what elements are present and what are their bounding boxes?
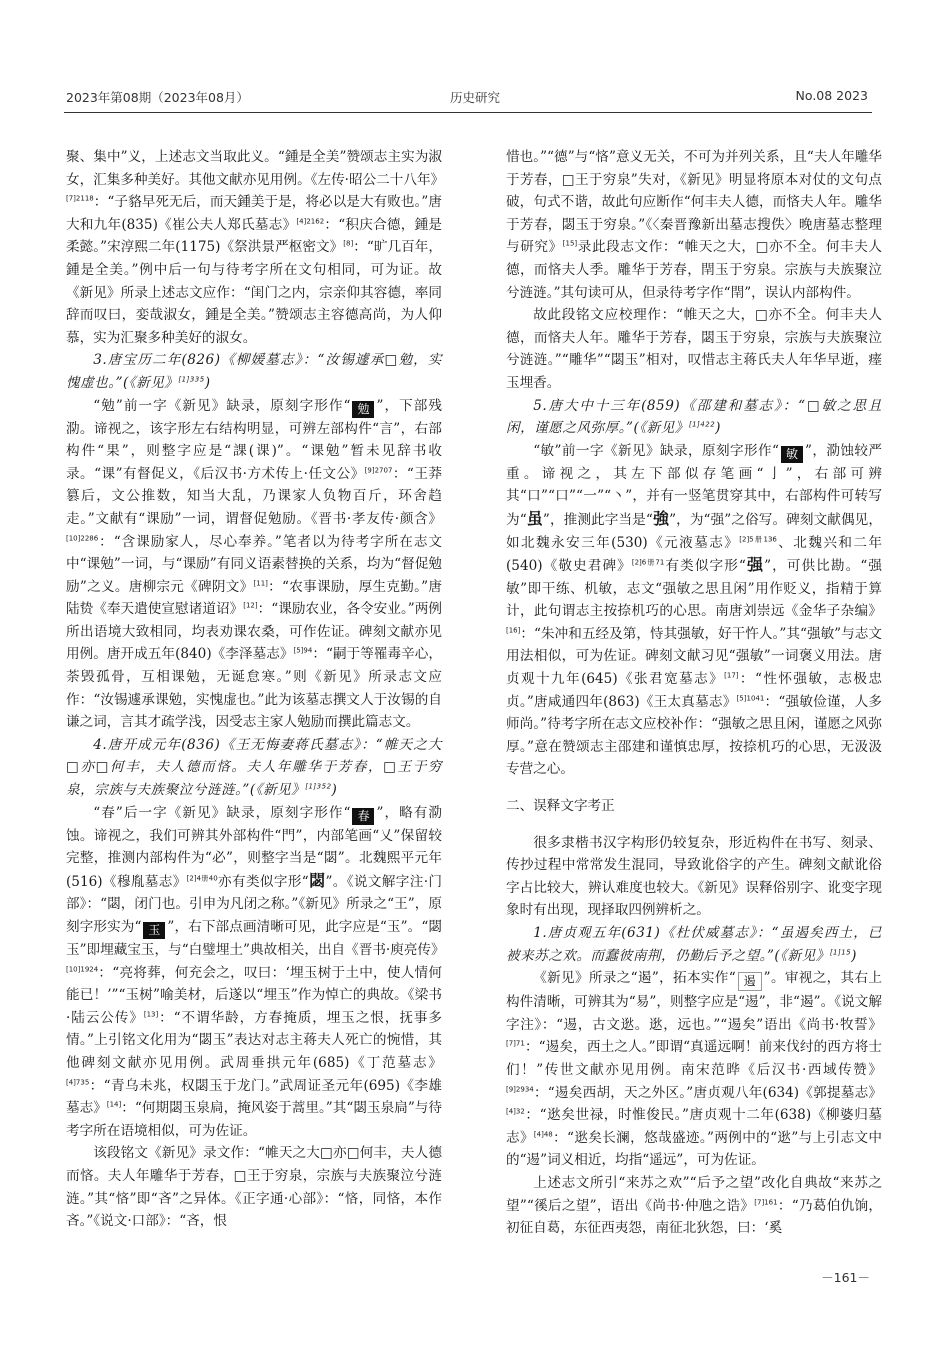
paragraph — [66, 395, 442, 734]
text: ：“不谓华龄，方春掩质，埋玉之恨，抚事多情。”上引铭文化用为“閟玉”表达对志主蒋夫人死亡的惋惜，其他碑刻文献亦见用例。武周垂拱元年(685)《丁范墓志》 — [66, 1009, 442, 1071]
right-column — [506, 146, 882, 1240]
citation: [2]5册136 — [739, 534, 777, 543]
citation: [7]161 — [754, 1198, 778, 1206]
paragraph — [506, 440, 882, 781]
paragraph — [506, 395, 882, 440]
text: ) — [851, 947, 857, 964]
journal-title: 历史研究 — [449, 90, 500, 105]
variant-glyph: 强 — [745, 555, 765, 575]
paragraph — [506, 304, 882, 394]
paragraph — [506, 832, 882, 922]
text: 、北魏兴和二年(540)《敬史君碑》 — [506, 534, 883, 575]
text: ：“乃葛伯仇饷，初征自葛，东征西夷怨，南征北狄怨，曰：‘奚 — [506, 1197, 883, 1237]
text: ”，右下部点画清晰可见，此字应是“玉”。“閟玉”即埋藏宝玉，与“白璧埋土”典故相关，出自《晋书·庾亮传》 — [66, 919, 445, 958]
text: ：“何期閟玉泉扃，掩风姿于蒿里。”其“閟玉泉扃”与待考字所在语境相似，可为佐证。 — [66, 1100, 443, 1139]
text: 1.唐贞观五年(631)《杜伏威墓志》：“虽遏矣西土，已被来苏之欢。而蠢彼南荆，仍勤后予之望。”(《新见》 — [506, 925, 882, 964]
text: 录此段志文作：“帷天之大，□亦不全。何丰夫人德，而悋夫人季。雕华于芳春，閈玉于穷泉。宗族与夫族聚泣兮涟涟。”其句读可从，但录待考字作“閈”，误认内部构件。 — [506, 239, 883, 301]
citation: [15] — [562, 239, 578, 248]
text: 该段铭文《新见》录文作：“帷天之大□亦□何丰，夫人德而悋。夫人年雕华于芳春，□王于穷泉，宗族与夫族聚泣兮涟涟。”其“悋”即“吝”之异体。《正字通·心部》：“悋，同悋，本作吝。”《说文·口部》：“吝，恨 — [66, 1145, 442, 1230]
text: ：“含课励家人，尽心奉养。”笔者以为待考字所在志文中“课勉”一词，与“课励”有同义语素替换的关系，均为“督促勉励”之义。唐柳宗元《碑阴文》 — [66, 533, 442, 595]
citation: [1]15 — [829, 948, 852, 957]
rubbing-glyph-image: 勉 — [352, 401, 374, 418]
rubbing-glyph-image: 春 — [352, 808, 374, 825]
text: ：“青乌未兆，权閟玉于龙门。”武周证圣元年(695)《李雄墓志》 — [66, 1077, 442, 1117]
text: “敏”前一字《新见》缺录，原刻字形作“ — [533, 442, 779, 459]
rubbing-glyph-image: 敏 — [781, 446, 803, 463]
citation: [7]2118 — [66, 194, 94, 203]
text: ”，为“强”之俗写。碑刻文献偶见，如北魏永安三年(530)《元液墓志》 — [506, 511, 882, 551]
journal-number: No.08 2023 — [795, 88, 868, 103]
text: ”。审视之，其右上构件清晰，可辨其为“易”，则整字应是“逷”，非“遏”。《说文解字注》：“逷，古文逖。逖，远也。”“逷矣”语出《尚书·牧誓》 — [506, 970, 882, 1033]
text: ：“强敏俭谨，人多师尚。”待考字所在志文应校补作：“强敏之思且闲，谨愿之风弥厚。”意在赞颂志主邵建和谨慎忠厚，按捺机巧的心思，无汲汲专营之心。 — [506, 693, 883, 778]
page-number: －161－ — [821, 1270, 870, 1285]
citation: [5]94 — [293, 646, 313, 655]
text: ”，可供比勘。“强敏”即干练、机敏，志文“强敏之思且闲”用作贬义，指精于算计，此句谓志主按捺机巧的心思。南唐刘崇远《金华子杂编》 — [506, 558, 882, 620]
citation: [2]6册71 — [631, 558, 665, 567]
citation: [1]335 — [178, 375, 205, 384]
text: ”，下部残泐。谛视之，该字形左右结构明显，可辨左部构件“言”，右部构件“果”，则整字应是“課(课)”。“课勉”暂未见辞书收录。“课”有督促义，《后汉书·方术传上·任文公》 — [66, 397, 442, 482]
text: “勉”前一字《新见》缺录，原刻字形作“ — [93, 397, 351, 414]
text: 有类似字形“ — [664, 558, 746, 575]
citation: [12] — [243, 601, 258, 610]
text: ：“朱冲和五经及第，恃其强敏，好干忤人。”其“强敏”与志文用法相似，可为佐证。碑刻文献习见“强敏”一词褒义用法。唐贞观十九年(645)《张君宽墓志》 — [506, 625, 882, 688]
paragraph — [506, 1172, 882, 1240]
text: 3.唐宝历二年(826)《柳媛墓志》：“汝锡遽承□勉，实愧虚也。”(《新见》 — [66, 352, 442, 391]
text: ：“嗣于等罹毒辛心，荼毁孤骨，互相课勉，无诞怠寒。”则《新见》所录志文应作：“汝锡遽承课勉，实愧虚也。”此为该墓志撰文人于汝锡的自谦之词，言其才疏学浅，因受志主家人勉励而撰此篇志文。 — [66, 646, 442, 731]
text: 5.唐大中十三年(859)《邵建和墓志》：“□敏之思且闲，谨愿之风弥厚。”(《新见》 — [506, 397, 882, 437]
text: ：“逖矣长澜，悠哉盛迹。”两例中的“逖”与上引志文中的“逷”词义相近，均指“遥远”，可为佐证。 — [506, 1129, 883, 1169]
citation: [11] — [253, 579, 268, 588]
text: ”。《说文解字注·门部》：“閟，闭门也。引申为凡闭之称。”《新见》所录之“王”，原刻字形实为“ — [66, 873, 442, 935]
text: 很多隶楷书汉字构形仍较复杂，形近构件在书写、刻录、传抄过程中常常发生混同，导致讹俗字的产生。碑刻文献讹俗字占比较大，辨认难度也较大。《新见》误释俗别字、讹变字现象时有出现，现择取四例辨析之。 — [506, 834, 882, 919]
text: ：“旷几百年，鍾是全美。”例中后一句与待考字所在文句相同，可为证。故《新见》所录上述志文应作：“闺门之内，宗亲仰其容德，率同辞而叹曰，娈哉淑女，鍾是全美。”赞颂志主容德高尚，为人仰慕，实为汇聚多种美好的淑女。 — [66, 239, 442, 346]
text: ：“课励农业，各令安业。”两例所出语境大致相同，均表劝课农桑，可作佐证。碑刻文献亦见用例。唐开成五年(840)《李泽墓志》 — [66, 601, 442, 663]
text: ：“逷矣，西土之人。”即谓“真遥远啊！前来伐纣的西方将士们！”传世文献亦见用例。南宋范晔《后汉书·西域传赞》 — [506, 1039, 882, 1078]
paragraph — [66, 146, 445, 349]
header-rule — [64, 112, 872, 113]
citation: [10]1924 — [66, 965, 99, 974]
citation: [4]2162 — [296, 217, 325, 226]
citation: [5]1041 — [736, 694, 765, 703]
rubbing-glyph-image: 遏 — [738, 972, 762, 991]
text: ：“王莽篡后，文公推数，知当大乱，乃课家人负物百斤，环舍趋走。”文献有“课励”一词，谓督促勉励。《晋书·孝友传·颜含》 — [66, 465, 442, 527]
citation: [16] — [506, 626, 521, 635]
variant-glyph: 閟 — [308, 870, 326, 890]
citation: [4]32 — [506, 1107, 525, 1116]
paragraph — [66, 1142, 442, 1232]
text: 惜也。”“德”与“悋”意义无关，不可为并列关系，且“夫人年雕华于芳春，□王于穷泉”失对，《新见》明显将原本对仗的文句点破，句式不谐，故此句应断作“何丰夫人德，而悋夫人年。雕华于芳春，閟玉于穷泉。”《〈秦晋豫新出墓志搜佚〉晚唐墓志整理与研究》 — [506, 149, 882, 256]
citation: [2]4册40 — [186, 874, 218, 883]
text: 亦有类似字形“ — [217, 873, 309, 890]
paragraph — [66, 349, 442, 394]
text: 4.唐开成元年(836)《王无悔妻蒋氏墓志》：“帷天之大□亦□何丰，夫人德而悋。夫人年雕华于芳春，□王于穷泉，宗族与夫族聚泣兮涟涟。”(《新见》 — [66, 736, 442, 799]
text: ：“子貉早死无后，而天鍾美于是，将必以是大有败也。”唐大和九年(835)《崔公夫人郑氏墓志》 — [66, 194, 442, 233]
citation: [4]48 — [533, 1130, 553, 1139]
citation: [9]2934 — [506, 1085, 534, 1094]
left-column — [66, 146, 445, 1233]
citation: [1]352 — [305, 782, 332, 791]
text: 《新见》所录之“遏”，拓本实作“ — [533, 970, 736, 987]
text: ) — [715, 420, 721, 437]
text: ) — [331, 782, 338, 799]
text: “春”后一字《新见》缺录，原刻字形作“ — [93, 804, 351, 821]
citation: [7]71 — [506, 1039, 525, 1048]
text: ”，略有泐蚀。谛视之，我们可辨其外部构件“門”，内部笔画“乂”保留较完整，推测内部构件为“必”，则整字当是“閟”。北魏熙平元年(516)《穆胤墓志》 — [66, 804, 442, 890]
text: ：“性怀强敏，志极忠贞。”唐咸通四年(863)《王太真墓志》 — [506, 671, 882, 710]
paragraph — [66, 734, 442, 802]
variant-glyph: 強 — [652, 508, 670, 528]
section-heading: 二、误释文字考正 — [506, 798, 615, 815]
journal-issue: 2023年第08期（2023年08月） — [66, 90, 249, 105]
citation: [10]2286 — [66, 533, 99, 542]
text: ：“亮将葬，何充会之，叹曰：‘埋玉树于土中，使人情何能已！’”“玉树”喻美材，后遂以“埋玉”作为悼亡的典故。《梁书·陆云公传》 — [66, 964, 442, 1026]
rubbing-glyph-image: 玉 — [143, 922, 165, 939]
text: ) — [204, 374, 211, 391]
text: 上述志文所引“来苏之欢”“后予之望”改化自典故“来苏之望”“徯后之望”，语出《尚书·仲虺之诰》 — [506, 1174, 882, 1214]
text: ：“积庆合德，鍾是柔懿。”宋淳熙二年(1175)《祭洪景严枢密文》 — [66, 216, 442, 256]
variant-glyph: 虽 — [526, 508, 543, 528]
citation: [1]422 — [688, 420, 716, 429]
paragraph — [506, 967, 882, 1172]
citation: [17] — [724, 671, 739, 680]
text: 故此段铭文应校理作：“帷天之大，□亦不全。何丰夫人德，而悋夫人年。雕华于芳春，閟玉于穷泉，宗族与夫族聚泣兮涟涟。”“雕华”“閟玉”相对，叹惜志主蒋氏夫人年华早逝，瘗玉埋香。 — [506, 307, 882, 391]
text: 聚、集中”义，上述志文当取此义。“鍾是全美”赞颂志主实为淑女，汇集多种美好。其他文献亦见用例。《左传·昭公二十八年》 — [66, 149, 445, 188]
text: ：“逖矣世禄，时惟俊民。”唐贞观十二年(638)《柳婆归墓志》 — [506, 1107, 882, 1146]
citation: [13] — [143, 1010, 159, 1019]
paragraph — [506, 146, 882, 304]
paragraph — [506, 922, 882, 967]
citation: [8] — [343, 239, 354, 248]
citation: [14] — [106, 1100, 122, 1109]
citation: [4]735 — [66, 1078, 90, 1087]
text: ：“农事课励，厚生克勤。”唐陆贽《奉天遣使宣慰诸道诏》 — [66, 578, 442, 618]
citation: [9]2707 — [364, 466, 393, 475]
text: ”，泐蚀较严重。谛视之，其左下部似存笔画“亅”，右部可辨其“口”“口”“一”“丶”，并有一竖笔贯穿其中，右部构件可转写为“ — [506, 442, 882, 528]
text: ：“逷矣西胡，天之外区。”唐贞观八年(634)《郭提墓志》 — [533, 1084, 882, 1101]
paragraph — [66, 802, 445, 1143]
text: ”，推测此字当是“ — [542, 511, 653, 528]
